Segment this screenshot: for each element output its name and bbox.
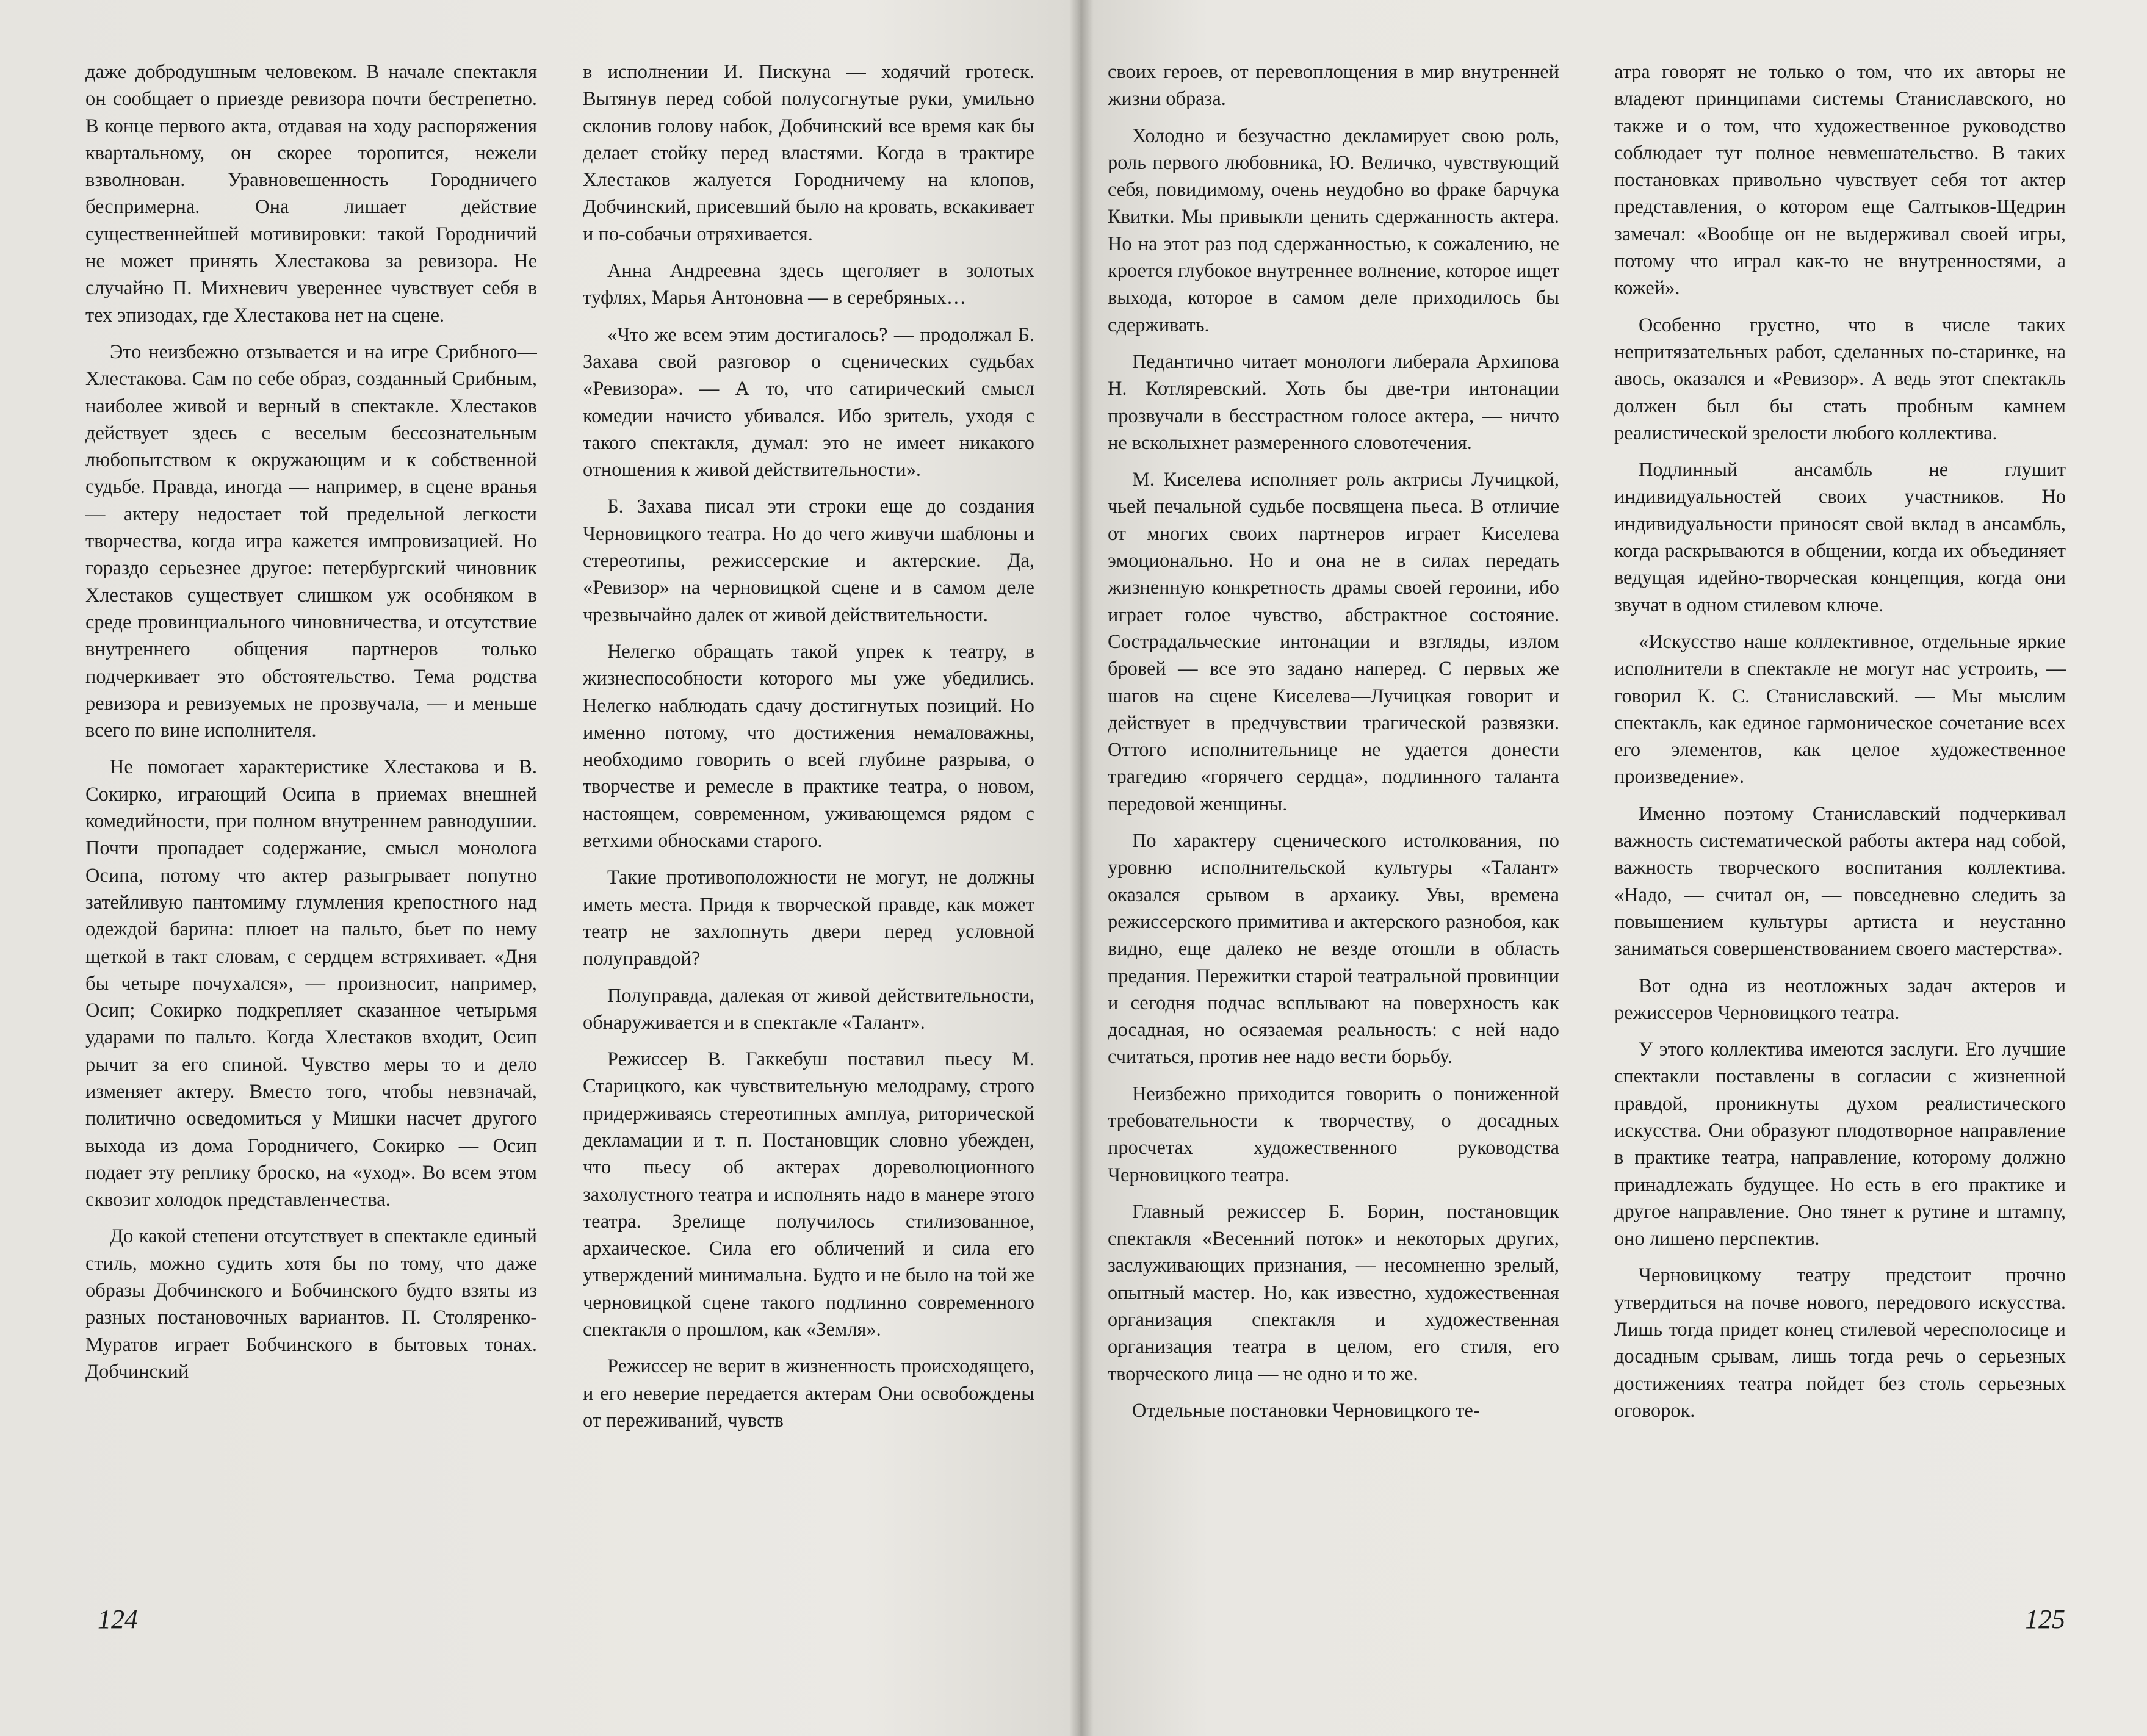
paragraph: По характеру сценического истолкования, по уровню исполнительской культуры «Талант» оказался срывом в архаику. Увы, времена режиссерского примитива и актерского разнобоя, как видно, еще далеко не везде отошли в область предания. Пережитки старой театральной провинции и сегодня подчас всплывают на поверхность как досадная, но осязаемая реальность: с ней надо считаться, против нее надо вести борьбу. [1108,830,1559,1068]
paragraph: Главный режиссер Б. Борин, постановщик спектакля «Весенний поток» и некоторых других, заслуживающих признания, — несомненно зрелый, опытный мастер. Но, как известно, художественная организация спектакля и художественная организация театра в целом, его стиля, его творческого лица — не одно и то же. [1108,1200,1559,1385]
paragraph: Особенно грустно, что в числе таких непритязательных работ, сделанных по-старинке, на авось, оказался и «Ревизор». А ведь этот спектакль должен был бы стать пробным камнем реалистической зрелости любого коллектива. [1614,314,2066,444]
paragraph: Это неизбежно отзывается и на игре Срибного—Хлестакова. Сам по себе образ, созданный Срибным, наиболее живой и верный в спектакле. Хлестаков действует здесь с веселым бессознательным любопытством к окружающим и к собственной судьбе. Правда, иногда — например, в сцене вранья — актеру недостает той предельной легкости творчества, когда игра кажется импровизацией. Но гораздо серьезнее другое: петербургский чиновник Хлестаков существует слишком уж особняком в среде провинциального чиновничества, и отсутствие внутреннего общения партнеров только подчеркивает это обстоятельство. Тема родства ревизора и ревизуемых не прозвучала, — и меньше всего по вине исполнителя. [85,340,537,742]
paragraph: Вот одна из неотложных задач актеров и режиссеров Черновицкого театра. [1614,974,2066,1024]
paragraph: в исполнении И. Пискуна — ходячий гротеск. Вытянув перед собой полусогнутые руки, умильно склонив голову набок, Добчинский все время как бы делает стойку перед властями. Когда в трактире Хлестаков жалуется Городничему на клопов, Добчинский, присевший было на кровать, вскакивает и по-собачьи отряхивается. [583,61,1034,245]
text-column-3 [1108,59,1559,1608]
paragraph: Черновицкому театру предстоит прочно утвердиться на почве нового, передового искусства. Лишь тогда придет конец стилевой чересполосице и досадным срывам, лишь тогда речь о серьезных достижениях театра пойдет без столь серьезных оговорок. [1614,1264,2066,1422]
text-column-1 [85,59,537,1608]
paragraph: даже добродушным человеком. В начале спектакля он сообщает о приезде ревизора почти бестрепетно. В конце первого акта, отдавая на ходу распоряжения квартальному, он скорее торопится, нежели взволнован. Уравновешенность Городничего беспримерна. Она лишает действие существеннейшей мотивировки: такой Городничий не может принять Хлестакова за ревизора. Не случайно П. Михневич увереннее чувствует себя в тех эпизодах, где Хлестакова нет на сцене. [85,61,537,326]
paragraph: До какой степени отсутствует в спектакле единый стиль, можно судить хотя бы по тому, что даже образы Добчинского и Бобчинского будто взяты из разных постановочных вариантов. П. Столяренко-Муратов играет Бобчинского в бытовых тонах. Добчинский [85,1225,537,1383]
paragraph: атра говорят не только о том, что их авторы не владеют принципами системы Станиславского, но также и о том, что художественное руководство соблюдает тут полное невмешательство. В таких постановках привольно чувствует себя тот актер представления, о котором еще Салтыков-Щедрин замечал: «Вообще он не выдерживал своей игры, потому что играл как-то не внутренностями, а кожей». [1614,61,2066,300]
paragraph: Такие противоположности не могут, не должны иметь места. Придя к творческой правде, как может театр не захлопнуть двери перед условной полуправдой? [583,866,1034,970]
paragraph: Именно поэтому Станиславский подчеркивал важность систематической работы актера над собой, важность творческого воспитания коллектива. «Надо, — считал он, — повседневно следить за повышением культуры артиста и неустанно заниматься совершенствованием своего мастерства». [1614,802,2066,960]
page-number-left: 124 [98,1604,138,1634]
paragraph: Подлинный ансамбль не глушит индивидуальностей своих участников. Но индивидуальности приносят свой вклад в ансамбль, когда раскрываются в общении, когда их объединяет ведущая идейно-творческая концепция, когда они звучат в одном стилевом ключе. [1614,459,2066,616]
paragraph: Режиссер В. Гаккебуш поставил пьесу М. Старицкого, как чувствительную мелодраму, строго придерживаясь стереотипных амплуа, риторической декламации и т. п. Постановщик словно убежден, что пьесу об актерах дореволюционного захолустного театра и исполнять надо в манере этого театра. Зрелище получилось стилизованное, архаическое. Сила его обличений и сила его утверждений минимальна. Будто и не было на той же черновицкой сцене такого подлинно современного спектакля о прошлом, как «Земля». [583,1048,1034,1341]
paragraph: «Искусство наше коллективное, отдельные яркие исполнители в спектакле не могут нас устроить, — говорил К. С. Станиславский. — Мы мыслим спектакль, как единое гармоническое сочетание всех его элементов, как целое художественное произведение». [1614,630,2066,788]
paragraph: Анна Андреевна здесь щеголяет в золотых туфлях, Марья Антоновна — в серебряных… [583,260,1034,309]
paragraph: Режиссер не верит в жизненность происходящего, и его неверие передается актерам Они освобождены от переживаний, чувств [583,1355,1034,1432]
paragraph: Нелегко обращать такой упрек к театру, в жизнеспособности которого мы уже убедились. Нелегко наблюдать сдачу достигнутых позиций. Но именно потому, что достижения немаловажны, необходимо говорить о всей глубине разрыва, о творчестве и ремесле в практике театра, о новом, настоящем, современном, уживающемся рядом с ветхими обносками старого. [583,640,1034,852]
paragraph: Отдельные постановки Черновицкого те- [1132,1399,1480,1422]
book-gutter [1069,0,1094,1736]
page-number-right: 125 [2025,1604,2065,1634]
text-column-4 [1614,59,2066,1608]
paragraph: Не помогает характеристике Хлестакова и В. Сокирко, играющий Осипа в приемах внешней комедийности, при полном внутреннем равнодушии. Почти пропадает содержание, смысл монолога Осипа, потому что актер разыгрывает попутно затейливую пантомиму глумления крепостного над одеждой барина: плюет на пальто, бьет по нему щеткой в такт словам, с сердцем встряхивает. «Дня бы четыре почухался», — произносит, например, Осип; Сокирко подкрепляет сказанное четырьмя ударами по пальто. Когда Хлестаков входит, Осип рычит за его спиной. Чувство меры то и дело изменяет актеру. Вместо того, чтобы невзначай, политично осведомиться у Мишки насчет другого выхода из дома Городничего, Сокирко — Осип подает эту реплику броско, на «уход». Во всем этом сквозит холодок представленчества. [85,756,537,1211]
paragraph: Холодно и безучастно декламирует свою роль, роль первого любовника, Ю. Величко, чувствующий себя, повидимому, очень неудобно во фраке барчука Квитки. Мы привыкли ценить сдержанность актера. Но на этот раз под сдержанностью, к сожалению, не кроется глубокое внутреннее волнение, которое ищет выхода, которое в самом деле приходилось бы сдерживать. [1108,124,1559,336]
paragraph: Педантично читает монологи либерала Архипова Н. Котляревский. Хоть бы две-три интонации прозвучали в бесстрастном голосе актера, — ничто не всколыхнет размеренного словотечения. [1108,350,1559,454]
paragraph: своих героев, от перевоплощения в мир внутренней жизни образа. [1108,61,1559,110]
paragraph: Неизбежно приходится говорить о пониженной требовательности к творчеству, о досадных просчетах художественного руководства Черновицкого театра. [1108,1082,1559,1186]
paragraph: У этого коллектива имеются заслуги. Его лучшие спектакли поставлены в согласии с жизненной правдой, проникнуты духом реалистического искусства. Они образуют плодотворное направление в практике театра, направление, которому должно принадлежать будущее. Но есть в его практике и другое направление. Оно тянет к рутине и штампу, оно лишено перспектив. [1614,1039,2066,1250]
paragraph: М. Киселева исполняет роль актрисы Лучицкой, чьей печальной судьбе посвящена пьеса. В отличие от многих своих партнеров играет Киселева эмоционально. Но и она не в силах передать жизненную конкретность драмы своей героини, ибо играет голое чувство, абстрактное состояние. Сострадальческие интонации и взгляды, излом бровей — все это задано наперед. С первых же шагов на сцене Киселева—Лучицкая говорит и действует в предчувствии трагической развязки. Оттого исполнительнице не удается донести трагедию «горячего сердца», подлинного таланта передовой женщины. [1108,469,1559,815]
paragraph: Полуправда, далекая от живой действительности, обнаруживается и в спектакле «Талант». [583,984,1034,1034]
paragraph: «Что же всем этим достигалось? — продолжал Б. Захава свой разговор о сценических судьбах «Ревизора». — А то, что сатирический смысл комедии начисто убивался. Ибо зритель, уходя с такого спектакля, думал: это не имеет никакого отношения к живой действительности». [583,323,1034,481]
text-column-2 [583,59,1034,1608]
paragraph: Б. Захава писал эти строки еще до создания Черновицкого театра. Но до чего живучи шаблоны и стереотипы, режиссерские и актерские. Да, «Ревизор» на черновицкой сцене и в самом деле чрезвычайно далек от живой действительности. [583,495,1034,626]
